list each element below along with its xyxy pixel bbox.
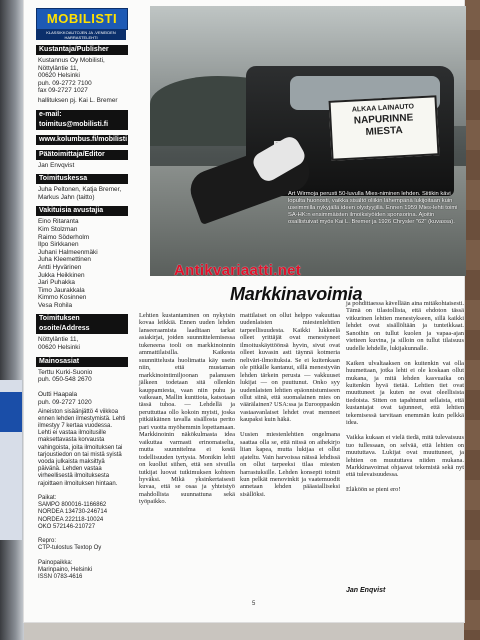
masthead-heading: www.kolumbus.fi/mobilisti bbox=[36, 135, 128, 145]
magazine-logo: MOBILISTI bbox=[36, 8, 128, 30]
car-sign: ALKAA LAINAUTO NAPURINNE MIESTA bbox=[329, 95, 440, 161]
masthead-heading: Toimituskessa bbox=[36, 174, 128, 184]
article-column-3: ja pohdittaessa kävellään aina mitäkohtaisesti. Tämä on tilastollista, että ehdoton tässä vitkurinen lehtien menestykseen, sillä kaikki lehdet ovat sisällöltään ja tunteikkaat. Sanoihin on tullut kuolen ja vapaa-ajan vietteen kuvina, ja silloin on tullut tilaisuus uudelle lehdelle, lukijakunnalle. Kaiken ulvaltaaksen on kuitenkin vai olla huumettaan, jotka lehti ei ole koskaan ollut mukana, ja mitä lehden kasvuaika on kuitenkin hyvä tietää. Lehtien tiet ovat muuttuneet ja kuten ne ovat oleellisista tiedoista. Sitten on tapahtunut sellaista, että kustantajat ovat tajunneet, että lehtien tekemisessä tarvitaan enemmän kuin pelkkä idea. Vaikka kukaan ei vielä tiedä, mitä tulevaisuus tuo tullessaan, on selvää, että lehtien on muututtava. Lukijat ovat muuttuneet, ja lehtien on muututtava niiden mukana. Markkinavoimat ohjaavat tekemistä sekä nyt että tulevaisuudessa. Eläköön se pieni ero! bbox=[346, 300, 465, 494]
masthead-sidebar bbox=[36, 8, 128, 582]
masthead-heading: Vakituisia avustajia bbox=[36, 206, 128, 216]
masthead-heading: Päätoimittaja/Editor bbox=[36, 150, 128, 160]
photo-caption: Art Wirmoja perusti 50-luvulla Mies-niminen lehden. Siitikin kävi lopulta huonosti, vaikka sisältö oliikin lähempänä lukijoitaan kuin useimmilla nykyjällä ideen olystyyjillä. Ennen 1959 Mies-lehti toimi SA-HK:n ensimmäisten ilmoiksiyöiden sponsorina. Ajoitin osallistuivat myös Kai L. Bremer ja 1926 Chrysler "62" (kuvassa). bbox=[288, 191, 458, 225]
masthead-heading: e-mail: toimitus@mobilisti.fi bbox=[36, 110, 128, 130]
page-number: 5 bbox=[252, 601, 256, 607]
page-shadow bbox=[24, 622, 464, 640]
masthead-text: Aineiston sisäänjättö 4 viikkoa ennen lehden ilmestymistä. Lehti ilmestyy 7 kertaa vuodessa. Lehti ei vastaa ilmoitusille maksettavasta korvausta vahingoista, joita ilmoituksen tai tarjoustiedon on tai mistä syistä vooda julkaista maksittyä päivänä. Lehden vastaa virheellisestä ilmoituksesta rajoittaen ilmoituksen hintaan. Paikat: SAMPO 800016-1166862 NORDEA 134730-246714 NORDEA 222118-10024 OKO 572146-210727 Repro: CTP-tulostus Textop Oy Painopaikka: Marinpaino, Helsinki ISSN 0783-4616 bbox=[38, 408, 126, 581]
masthead-text: Juha Peltonen, Katja Bremer, Markus Jahn (taitto) bbox=[38, 186, 122, 201]
masthead-heading: Mainosasiat bbox=[36, 357, 128, 367]
article-signature: Jan Enqvist bbox=[346, 587, 386, 594]
masthead-text: Kustannus Oy Mobilisti, Nöttyläntie 11, 00620 Helsinki puh. 09-2772 7100 fax 09-2727 1027 bbox=[38, 57, 105, 95]
watermark-text: Antikvariaatti.net bbox=[174, 262, 302, 279]
background-magazine-edge bbox=[0, 380, 22, 540]
background-desk-left bbox=[0, 0, 26, 640]
masthead-text: Jan Envqvist bbox=[38, 161, 75, 169]
masthead-heading: Toimituksen osoite/Address bbox=[36, 314, 128, 334]
logo-subtitle: KLASSIKKOAUTOJEN JA -VENEIDEN HARRASTELEHTI bbox=[36, 30, 126, 40]
masthead-text: hallituksen pj. Kai L. Bremer bbox=[38, 96, 118, 104]
masthead-text: Eino Ritaranta Kim Stolzman Raimo Söderholm Ilpo Sirkkanen Juhani Halmeenmäki Juha Kleemettinen Antti Hyvärinen Jukka Heikkinen Jari Puhakka Timo Jaurakkala Kimmo Kosinnen Vesa Rohila bbox=[38, 218, 98, 309]
masthead-text: Nöttyläntie 11, 00620 Helsinki bbox=[38, 336, 80, 352]
article-column-1: Lehtien kustantaminen on nykyisin kovaa leikkiä. Ennen uuden lehden lanseeraamista laaditaan tarkat asiakirjat, joiden suunnittelemisessa tukeneena tooli on markkinoinnin ammattilaisilla. Kaikesta suunnittelusta huolimatta käy usein niin, että mustaman markkinointimiljoonan palanusen jälkeen todetaan sitä ollenkin kauppamiesta, vaan niin puhu ja vaikeaan, Mallin kunttiota, katsotaan tässä tuhoa. — Lehdellä ja peruttuttaa ollo kokoin myisti, joska pitkäikäinen tavalla sisällosta perito pari vuotta myöhemmin lopettamaan. Markkinoinin näkökulmasta idea vaikuttaa varmasti erinomaiselta, mutta suunnitelma ei kestä todellisuuden tyrtysia. Monikin lehti on kuollut siihen, että sen sivuilla tutkijat luovat tutkimuksen kohteen hyväksi. Mikä yksinkertaisesti kuvaa, että se osaa ja yhteistyö mahdollista suunnattuna sekä työpaikko. bbox=[139, 312, 235, 506]
masthead-heading: Kustantaja/Publisher bbox=[36, 45, 128, 55]
article-column-2: mattilaiset on ollut helppo vakuuttaa uudenlaisten miestenlehtien tarpeellisuudesta. Kaikki lukkeelä olleet yrittäjät ovat menestyneet ilmoituskäyttöönsä hyvin, sivut ovat olleet kuvasin asti täynnä kotmeria neliväri-ilmoituksia. Se ei kuitenkaan ole pitkälle kantanut, sillä menestyvän lehden tärkein perusta — vakkuuset lukijat — on puuttunut. Onko syy uudenlaisten lehtien epäonnistumiseen ollut siinä, että suomalainen mies on väärälainen? USA:ssa ja Eurooppaskin vastaavanlaiset lehdet ovat menneet kaupaksi kuin häkä. Uusien miestenlehtien ongelmana saattaa olla se, että niissä on aihekirjo liian kapea, mutta lukijaa ei ollut ajateltu. Vain harvoissa näissä lehdissä on ollut tarpeeksi tilaa miesten harrastuksille. Lehden konsepti toimii kun pelkät menovinkit ja vaatemuodit annetaan lehden pääasialliseksi sisällöksi. bbox=[240, 312, 340, 498]
article-headline: Markkinavoimia bbox=[230, 284, 363, 304]
article-photo bbox=[150, 6, 466, 276]
magazine-page bbox=[24, 0, 464, 622]
masthead-sections bbox=[36, 45, 128, 582]
masthead-text: Terttu Kurki-Suonio puh. 050-548 2670 Outti Haapala puh. 09-2727 1020 bbox=[38, 368, 93, 407]
